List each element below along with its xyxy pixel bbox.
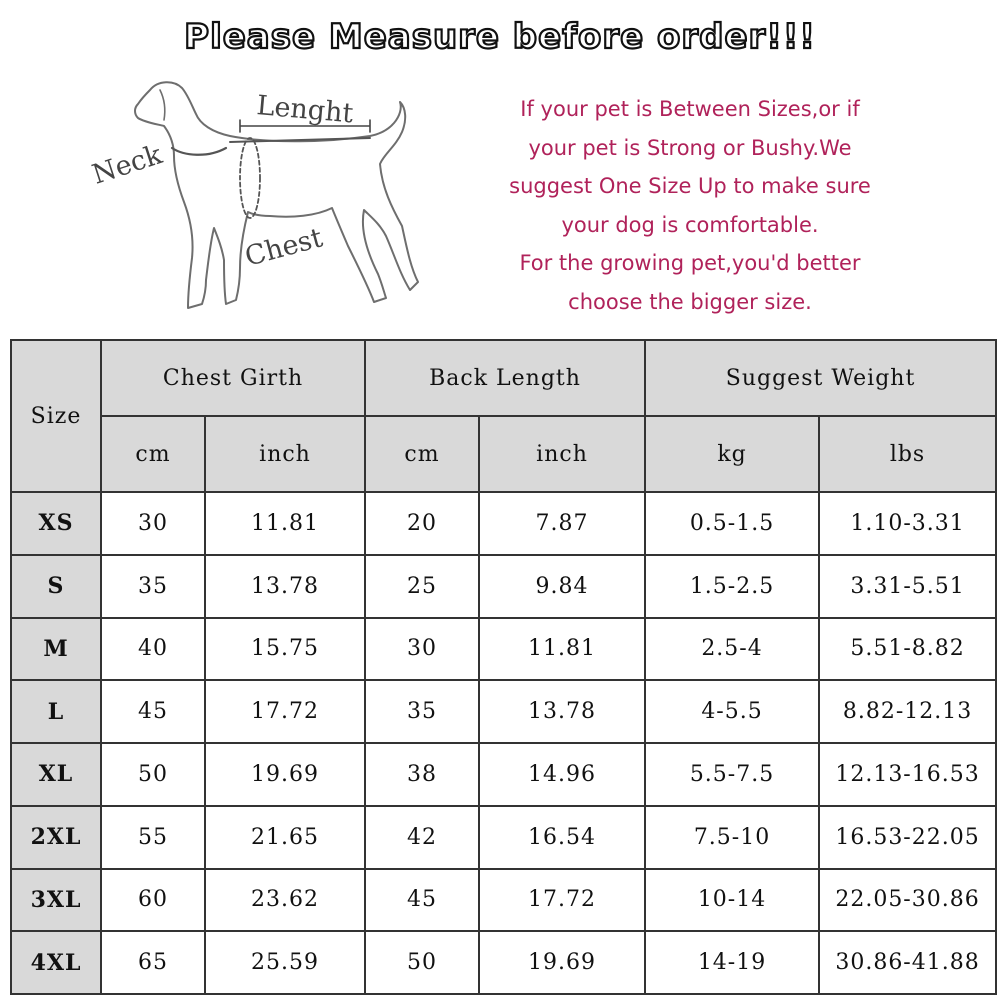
table-cell: 16.53-22.05 [819,806,996,869]
unit-header: inch [479,416,645,492]
table-cell: 23.62 [205,869,365,932]
table-row [11,618,996,681]
table-cell: 7.87 [479,492,645,555]
size-chart-table [10,339,997,995]
table-row [11,680,996,743]
dog-measurement-diagram [80,68,440,328]
advice-line: your dog is comfortable. [561,212,819,237]
table-cell: 40 [101,618,205,681]
chest-label: Chest [241,222,326,273]
table-row [11,492,996,555]
table-cell: 30 [101,492,205,555]
unit-header: cm [365,416,479,492]
table-cell: 4-5.5 [645,680,819,743]
advice-line: For the growing pet,you'd better [519,251,861,276]
size-label-cell: 2XL [11,806,101,869]
table-cell: 14.96 [479,743,645,806]
table-cell: 1.5-2.5 [645,555,819,618]
advice-line: suggest One Size Up to make sure [509,174,871,199]
size-label-cell: XL [11,743,101,806]
size-column-header: Size [11,340,101,492]
table-cell: 1.10-3.31 [819,492,996,555]
back-length-header: Back Length [365,340,645,416]
length-label: Lenght [255,90,355,130]
size-label-cell: S [11,555,101,618]
unit-header: cm [101,416,205,492]
page-title [150,12,850,62]
advice-line: your pet is Strong or Bushy.We [528,135,852,160]
table-cell: 11.81 [205,492,365,555]
table-cell: 50 [365,931,479,994]
table-cell: 5.51-8.82 [819,618,996,681]
table-cell: 25 [365,555,479,618]
table-cell: 17.72 [205,680,365,743]
table-cell: 30.86-41.88 [819,931,996,994]
table-cell: 8.82-12.13 [819,680,996,743]
table-cell: 9.84 [479,555,645,618]
table-cell: 11.81 [479,618,645,681]
table-cell: 50 [101,743,205,806]
unit-header: inch [205,416,365,492]
size-label-cell: XS [11,492,101,555]
table-cell: 21.65 [205,806,365,869]
table-cell: 19.69 [205,743,365,806]
table-cell: 30 [365,618,479,681]
table-cell: 60 [101,869,205,932]
table-cell: 3.31-5.51 [819,555,996,618]
table-cell: 38 [365,743,479,806]
size-label-cell: L [11,680,101,743]
table-cell: 35 [101,555,205,618]
table-cell: 22.05-30.86 [819,869,996,932]
table-cell: 10-14 [645,869,819,932]
table-cell: 45 [365,869,479,932]
advice-line: If your pet is Between Sizes,or if [520,97,860,121]
table-cell: 35 [365,680,479,743]
dog-ear [160,90,165,120]
table-row [11,555,996,618]
table-cell: 17.72 [479,869,645,932]
table-row [11,743,996,806]
size-label-cell: 4XL [11,931,101,994]
table-row [11,806,996,869]
unit-header: kg [645,416,819,492]
table-cell: 16.54 [479,806,645,869]
table-cell: 13.78 [205,555,365,618]
table-row [11,931,996,994]
size-label-cell: 3XL [11,869,101,932]
neck-band [172,148,226,155]
size-label-cell: M [11,618,101,681]
sizing-advice [470,90,910,322]
chest-loop [240,138,260,218]
table-cell: 13.78 [479,680,645,743]
suggest-weight-header: Suggest Weight [645,340,996,416]
neck-label: Neck [88,139,166,191]
table-cell: 55 [101,806,205,869]
table-cell: 20 [365,492,479,555]
table-cell: 45 [101,680,205,743]
table-cell: 19.69 [479,931,645,994]
unit-header-row [11,416,996,492]
table-cell: 12.13-16.53 [819,743,996,806]
advice-line: choose the bigger size. [568,289,812,314]
size-rows [11,492,996,994]
table-cell: 25.59 [205,931,365,994]
table-cell: 15.75 [205,618,365,681]
table-cell: 2.5-4 [645,618,819,681]
unit-header: lbs [819,416,996,492]
table-cell: 42 [365,806,479,869]
chest-girth-header: Chest Girth [101,340,365,416]
table-cell: 0.5-1.5 [645,492,819,555]
table-cell: 7.5-10 [645,806,819,869]
page-title-text: Please Measure before order!!! [184,17,816,57]
table-row [11,869,996,932]
table-cell: 65 [101,931,205,994]
table-cell: 14-19 [645,931,819,994]
table-cell: 5.5-7.5 [645,743,819,806]
group-header-row [11,340,996,416]
